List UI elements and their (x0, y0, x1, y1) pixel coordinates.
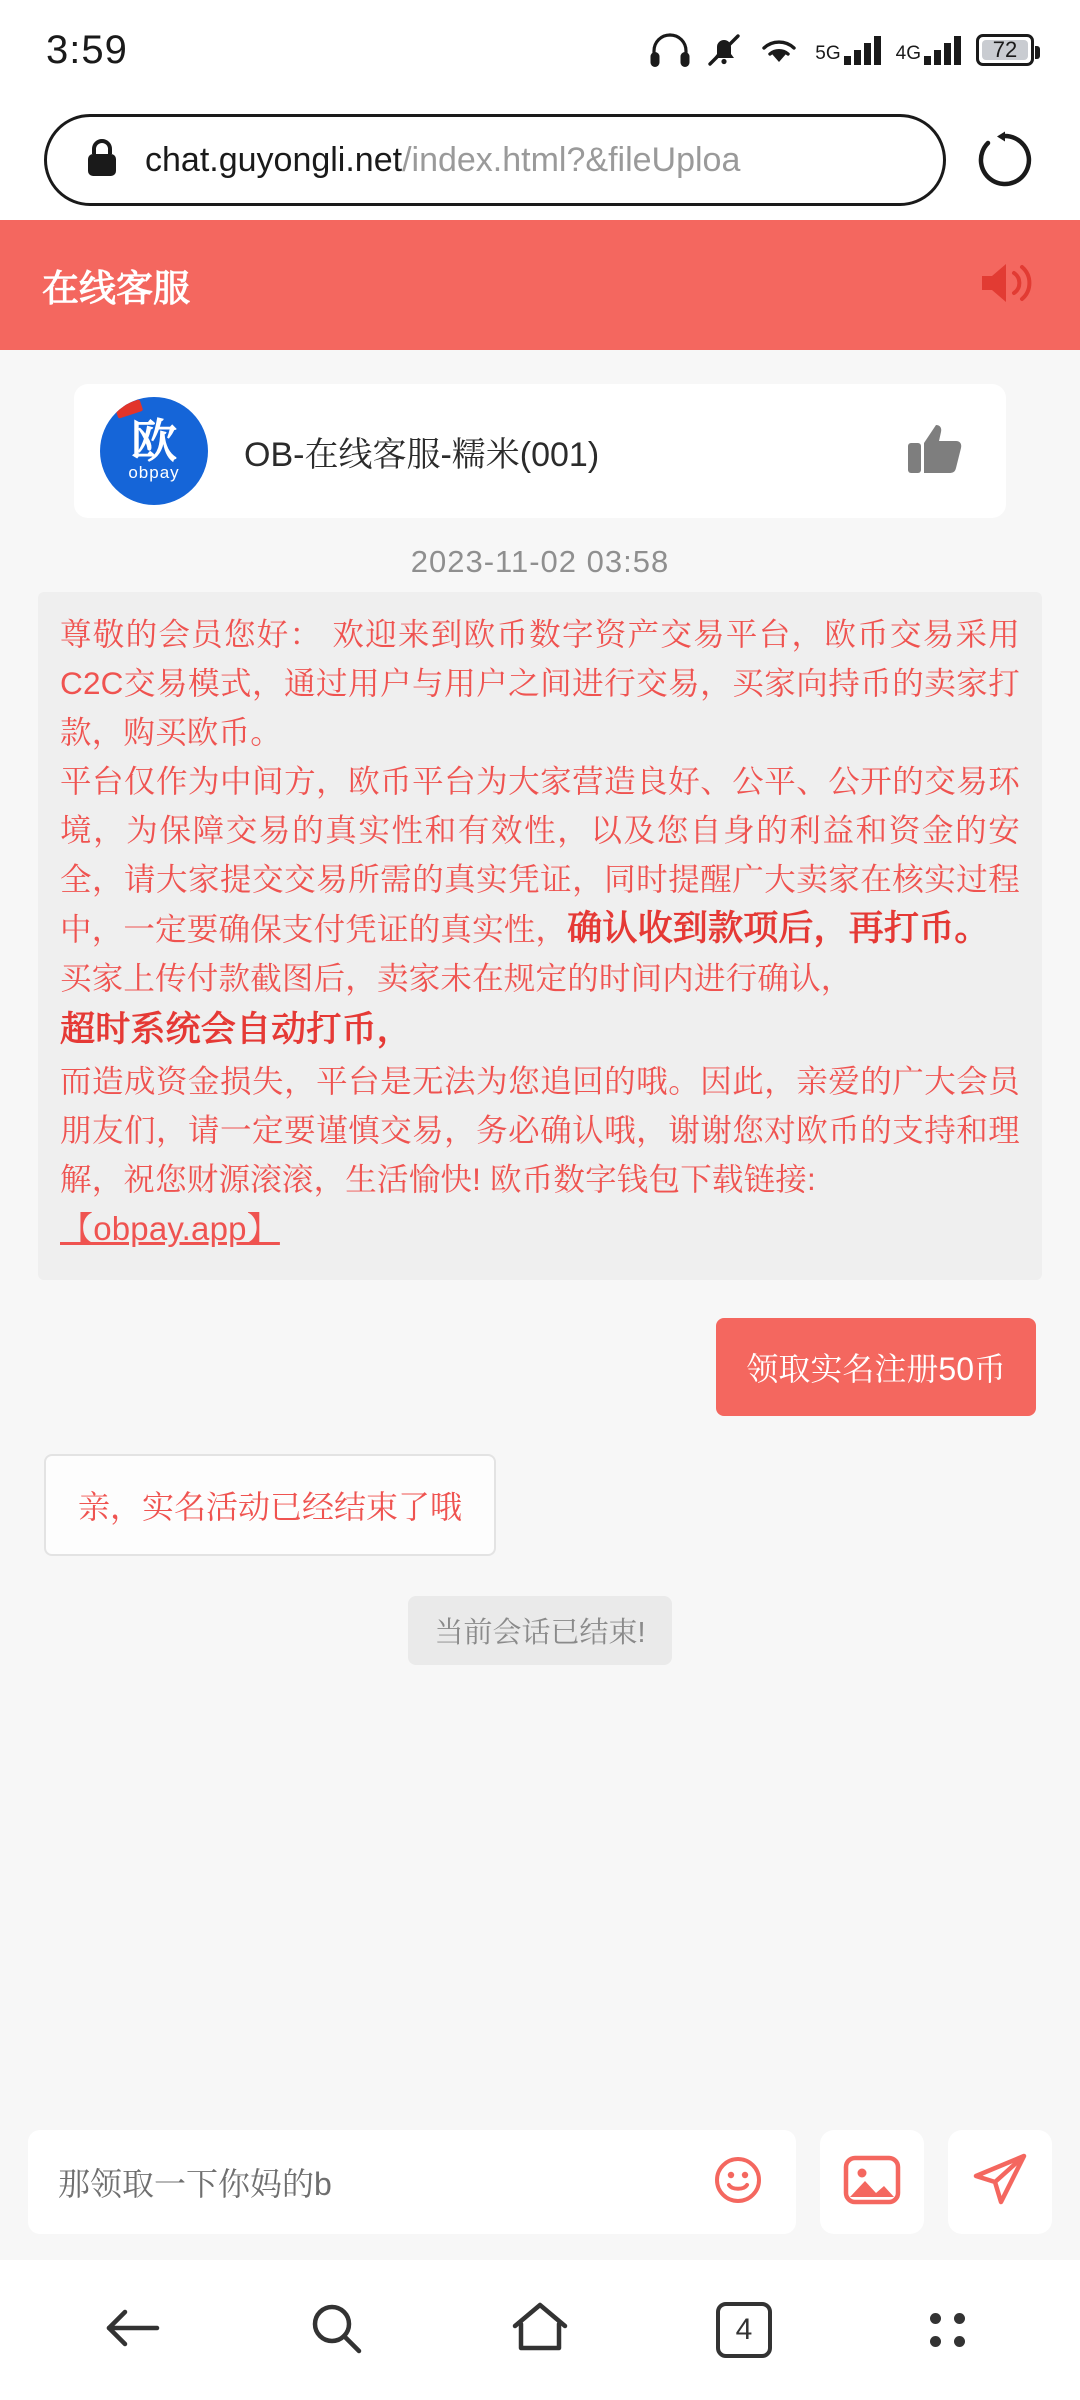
notice-paragraph-2: 平台仅作为中间方，欧币平台为大家营造良好、公平、公开的交易环境，为保障交易的真实性和有效性，以及您自身的利益和资金的安全，请大家提交交易所需的真实凭证，同时提醒广大卖家在核实过程中，一定要确保支付凭证的真实性，确认收到款项后，再打币。 (60, 763, 1020, 948)
thumbs-up-icon[interactable] (900, 413, 972, 490)
notice-paragraph-1: 尊敬的会员您好： 欢迎来到欧币数字资产交易平台，欧币交易采用C2C交易模式，通过用户与用户之间进行交易，买家向持币的卖家打款，购买欧币。 (60, 616, 1020, 750)
search-icon (307, 2299, 365, 2362)
more-menu-icon (930, 2313, 966, 2347)
notice-paragraph-3: 买家上传付款截图后，卖家未在规定的时间内进行确认， (60, 960, 853, 996)
back-arrow-icon (101, 2302, 163, 2359)
tab-switcher-button[interactable] (684, 2285, 804, 2375)
session-end-notice (30, 1596, 1050, 1665)
tab-count: 4 (716, 2302, 772, 2358)
wallet-download-link[interactable]: 【obpay.app】 (60, 1210, 280, 1247)
speaker-on-icon[interactable] (976, 257, 1038, 314)
status-time: 3:59 (46, 27, 128, 72)
reload-icon[interactable] (974, 129, 1036, 191)
session-end-label: 当前会话已结束! (408, 1596, 671, 1665)
browser-toolbar (0, 100, 1080, 220)
chat-area[interactable] (0, 350, 1080, 2108)
incoming-message-row (30, 1454, 1050, 1556)
headphone-icon (649, 32, 691, 68)
outgoing-message-row (30, 1318, 1050, 1416)
agent-card[interactable] (74, 384, 1006, 518)
4g-signal-icon: 4G (896, 35, 962, 65)
image-icon (841, 2149, 903, 2216)
5g-signal-icon: 5G (815, 35, 881, 65)
outgoing-message[interactable]: 领取实名注册50币 (716, 1318, 1036, 1416)
obpay-logo-icon: 欧 obpay (100, 397, 208, 505)
notice-message (38, 592, 1042, 1280)
status-icons (649, 31, 1034, 69)
notice-paragraph-5: 而造成资金损失，平台是无法为您追回的哦。因此，亲爱的广大会员朋友们，请一定要谨慎交易，务必确认哦，谢谢您对欧币的支持和理解，祝您财源滚滚，生活愉快! 欧币数字钱包下载链接: (60, 1063, 1020, 1197)
home-button[interactable] (480, 2285, 600, 2375)
send-button[interactable] (948, 2130, 1052, 2234)
agent-name: OB-在线客服-糯米(001) (244, 435, 600, 474)
message-composer (0, 2108, 1080, 2260)
battery-icon: 72 (976, 34, 1034, 66)
url-bar[interactable] (44, 114, 946, 206)
wifi-icon (757, 32, 801, 68)
back-button[interactable] (72, 2285, 192, 2375)
home-icon (509, 2300, 571, 2361)
notice-paragraph-4: 超时系统会自动打币， (60, 1010, 413, 1049)
incoming-message[interactable]: 亲，实名活动已经结束了哦 (44, 1454, 496, 1556)
url-text: chat.guyongli.net/index.html?&fileUploa (145, 140, 741, 179)
app-header (0, 220, 1080, 350)
message-input-wrap[interactable] (28, 2130, 796, 2234)
lock-icon (83, 136, 121, 185)
message-input[interactable] (58, 2164, 710, 2201)
more-menu-button[interactable] (888, 2285, 1008, 2375)
system-nav-bar (0, 2260, 1080, 2400)
message-timestamp: 2023-11-02 03:58 (410, 544, 670, 579)
status-bar (0, 0, 1080, 100)
smiley-icon[interactable] (710, 2152, 766, 2213)
image-upload-button[interactable] (820, 2130, 924, 2234)
bell-muted-icon (705, 31, 743, 69)
search-button[interactable] (276, 2285, 396, 2375)
send-icon (970, 2150, 1030, 2215)
page-title: 在线客服 (42, 268, 190, 309)
